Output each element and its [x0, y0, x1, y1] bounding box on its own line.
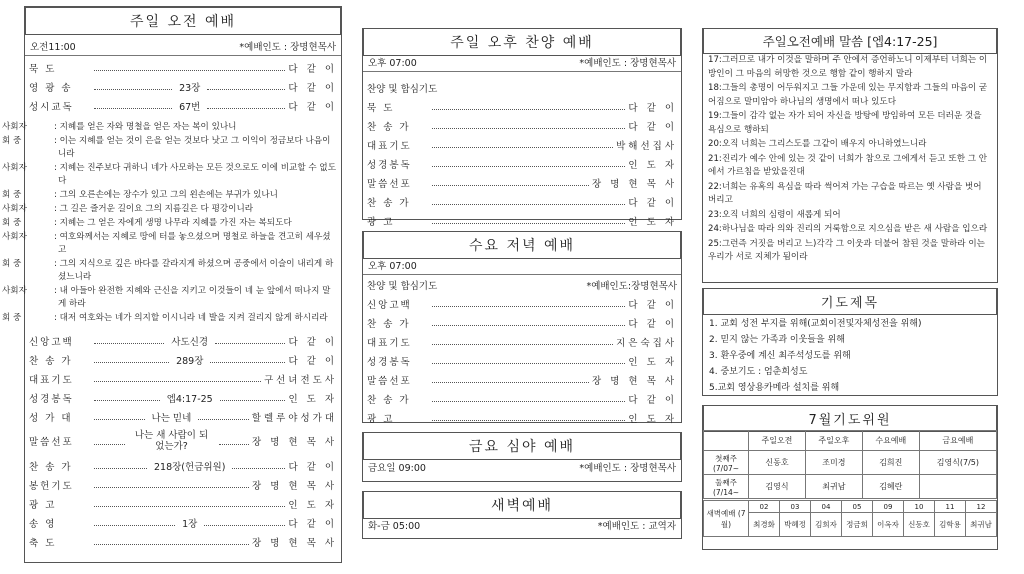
- order-item-person: 인 도 자: [628, 159, 677, 171]
- order-item-person: 다 같 이: [288, 355, 338, 367]
- order-item-person: 장 명 현 목 사: [592, 178, 677, 190]
- order-row: [25, 331, 341, 350]
- order-item-label: 광 고: [367, 216, 395, 228]
- order-item-person: 다 같 이: [628, 394, 677, 406]
- order-item-label: 찬 송 가: [367, 197, 411, 209]
- dawn-day: 11: [935, 501, 966, 513]
- leader-dots: [432, 166, 625, 167]
- order-item-label: 대표기도: [367, 140, 412, 152]
- prayer-topic-item: 2. 믿지 않는 가족과 이웃들을 위해: [709, 335, 845, 345]
- week1-name: 김희진: [862, 451, 919, 475]
- july-prayer-committee-panel: [702, 405, 998, 550]
- responsive-line: [2, 217, 336, 230]
- order-row: [363, 389, 681, 408]
- order-item-person: 다 같 이: [628, 102, 677, 114]
- responsive-text: : 그의 지식으로 깊은 바다를 갈라지게 하셨으며 공중에서 이슬이 내리게 하셨느니라: [54, 259, 334, 282]
- afternoon-leader: *예배인도 : 장명현목사: [579, 58, 676, 69]
- order-item-person: 다 같 이: [628, 318, 677, 330]
- responsive-line: [2, 203, 336, 216]
- dawn-day: 10: [904, 501, 935, 513]
- dawn-name: 박혜정: [780, 513, 811, 537]
- order-row: [25, 388, 341, 407]
- responsive-line: [2, 135, 336, 161]
- order-item-label: 영 광 송: [29, 82, 73, 94]
- friday-leader: *예배인도 : 장명현목사: [579, 463, 676, 474]
- sermon-panel: [702, 28, 998, 283]
- responsive-speaker: 회 중: [2, 136, 22, 146]
- dawn-name: 김희자: [811, 513, 842, 537]
- leader-dots: [432, 128, 625, 129]
- week2-name: 김혜란: [862, 475, 919, 499]
- order-item-label: 성경봉독: [367, 356, 412, 368]
- week2-name: [919, 475, 996, 499]
- wednesday-order: [363, 294, 681, 446]
- order-row: [363, 192, 681, 211]
- order-row: [363, 408, 681, 427]
- responsive-speaker: 회 중: [2, 259, 22, 269]
- order-row: [25, 456, 341, 475]
- leader-dots: [94, 506, 285, 507]
- responsive-speaker: 사회자: [2, 232, 27, 242]
- order-item-detail: 1장: [182, 518, 198, 530]
- order-row: [25, 532, 341, 551]
- order-item-label: 대표기도: [367, 337, 412, 349]
- order-row: [25, 407, 341, 426]
- afternoon-time: 오후 07:00: [368, 58, 417, 69]
- order-item-label: 말씀선포: [29, 437, 74, 448]
- responsive-line: [2, 162, 336, 188]
- order-item-label: 묵 도: [29, 63, 57, 75]
- order-item-person: 다 같 이: [628, 121, 677, 133]
- order-item-label: 성경봉독: [367, 159, 412, 171]
- order-item-label: 말씀선포: [367, 375, 412, 387]
- order-row: [363, 351, 681, 370]
- order-item-detail: 사도신경: [171, 336, 209, 348]
- week1-name: 신동호: [749, 451, 806, 475]
- order-row: [363, 135, 681, 154]
- order-item-label: 성시교독: [29, 101, 74, 113]
- sermon-title: 주일오전예배 말씀 [엡4:17-25]: [703, 28, 997, 54]
- leader-dots: [94, 343, 164, 344]
- leader-dots: [94, 400, 160, 401]
- responsive-text: : 그 길은 즐거운 길이요 그의 지름길은 다 평강이니라: [54, 204, 254, 214]
- responsive-speaker: 사회자: [2, 122, 27, 132]
- prayer-topics-title: 기도제목: [703, 288, 997, 315]
- sermon-verse: 19:그들이 감각 없는 자가 되어 자신을 방탕에 방임하여 모든 더러운 것을 욕심으로 행하되: [708, 111, 982, 135]
- afternoon-intro: 찬양 및 합심기도: [367, 83, 438, 95]
- responsive-reading: [2, 121, 341, 325]
- order-row: [25, 426, 341, 456]
- dawn-name: 김학용: [935, 513, 966, 537]
- order-item-person: 다 같 이: [288, 63, 337, 75]
- morning-leader: *예배인도 : 장명현목사: [239, 42, 336, 53]
- week1-name: 김영식(7/5): [919, 451, 996, 475]
- order-row: [25, 77, 341, 96]
- friday-service-header: [363, 458, 681, 476]
- responsive-line: [2, 285, 336, 311]
- responsive-speaker: 사회자: [2, 204, 27, 214]
- order-item-person: 인 도 자: [288, 499, 337, 511]
- leader-dots: [432, 344, 613, 345]
- order-row: [363, 370, 681, 389]
- prayer-topics-list: [703, 316, 997, 396]
- dawn-day: 04: [811, 501, 842, 513]
- week2-name: 최귀남: [805, 475, 862, 499]
- order-item-detail: 289장: [176, 355, 204, 367]
- order-item-label: 신앙고백: [367, 299, 412, 311]
- order-item-label: 말씀선포: [367, 178, 412, 190]
- header-wednesday: 수요예배: [862, 431, 919, 451]
- responsive-text: : 지혜를 얻은 자와 명철을 얻은 자는 복이 있나니: [54, 122, 237, 132]
- dawn-day: 03: [780, 501, 811, 513]
- order-item-person: 구선녀전도사: [263, 374, 337, 386]
- responsive-speaker: 회 중: [2, 218, 22, 228]
- leader-dots: [432, 401, 625, 402]
- wednesday-intro: 찬양 및 합심기도 *예배인도:장명현목사: [363, 275, 681, 294]
- dawn-name: 최경화: [749, 513, 780, 537]
- order-item-person: 장 명 현 목 사: [252, 537, 337, 549]
- order-item-person: 인 도 자: [628, 413, 677, 425]
- order-item-person: 인 도 자: [288, 393, 338, 405]
- leader-dots: [207, 108, 285, 109]
- order-row: [363, 313, 681, 332]
- responsive-line: [2, 258, 336, 284]
- order-row: [25, 494, 341, 513]
- dawn-day: 05: [842, 501, 873, 513]
- leader-dots: [220, 400, 286, 401]
- leader-dots: [232, 468, 285, 469]
- responsive-text: : 지혜는 진주보다 귀하니 네가 사모하는 모든 것으로도 이에 비교할 수 없도다: [54, 163, 336, 186]
- friday-time: 금요일 09:00: [368, 463, 426, 474]
- header-friday: 금요예배: [919, 431, 996, 451]
- leader-dots: [94, 468, 147, 469]
- dawn-time: 화-금 05:00: [368, 521, 421, 532]
- wednesday-service-title: 수요 저녁 예배: [363, 231, 681, 259]
- dawn-committee-label: 새벽예배 (7월): [704, 501, 749, 537]
- order-item-person: 장 명 현 목 사: [252, 480, 337, 492]
- order-item-person: 다 같 이: [288, 461, 338, 473]
- order-row: [363, 97, 681, 116]
- morning-pre-order: [25, 58, 341, 115]
- leader-dots: [94, 89, 172, 90]
- responsive-text: : 그의 오른손에는 장수가 있고 그의 왼손에는 부귀가 있나니: [54, 190, 278, 200]
- order-row: [363, 332, 681, 351]
- afternoon-order: [363, 97, 681, 249]
- order-item-label: 축 도: [29, 537, 57, 549]
- order-item-label: 성 가 대: [29, 412, 73, 424]
- morning-service-panel: [2, 6, 342, 563]
- leader-dots: [94, 525, 175, 526]
- order-item-detail: 67번: [179, 101, 201, 113]
- wednesday-leader: *예배인도:장명현목사: [586, 280, 677, 292]
- order-item-detail: 나는 새 사람이 되었는가?: [134, 430, 209, 452]
- sermon-verse: 24:하나님을 따라 의와 진리의 거룩함으로 지으심을 받은 새 사람을 입으라: [708, 224, 988, 234]
- week1-label: 첫째주 (7/07~: [704, 451, 749, 475]
- leader-dots: [432, 306, 625, 307]
- sermon-verse: 21:진리가 예수 안에 있는 것 같이 너희가 참으로 그에게서 듣고 또한 그 안에서 가르침을 받았을진대: [708, 153, 988, 177]
- order-item-person: 할렐루야성가대: [251, 412, 338, 424]
- dawn-name: 이옥자: [873, 513, 904, 537]
- sermon-verses: [703, 54, 997, 266]
- order-item-label: 신앙고백: [29, 336, 74, 348]
- order-item-person: 다 같 이: [288, 82, 337, 94]
- order-item-label: 묵 도: [367, 102, 395, 114]
- prayer-topic-item: 5.교회 영상용카메라 설치를 위해: [709, 383, 840, 393]
- order-item-person: 장 명 현 목 사: [252, 437, 337, 448]
- sermon-verse: 17:그러므로 내가 이것을 말하며 주 안에서 증언하노니 이제부터 너희는 이방인이 그 마음의 허망한 것으로 행함 같이 행하지 말라: [708, 55, 988, 79]
- leader-dots: [432, 223, 625, 224]
- order-row: [363, 154, 681, 173]
- order-item-person: 다 같 이: [288, 101, 337, 113]
- responsive-line: [2, 121, 336, 134]
- dawn-service-panel: [362, 491, 682, 539]
- responsive-text: : 여호와께서는 지혜로 땅에 터를 놓으셨으며 명철로 하늘을 견고히 세우셨고: [54, 232, 331, 255]
- leader-dots: [94, 487, 249, 488]
- order-item-label: 찬 송 가: [367, 121, 411, 133]
- leader-dots: [94, 419, 145, 420]
- afternoon-service-header: [363, 53, 681, 72]
- order-item-person: 다 같 이: [288, 336, 338, 348]
- dawn-service-header: [363, 516, 681, 534]
- july-committee-title: 7월기도위원: [703, 405, 997, 432]
- order-item-person: 다 같 이: [628, 299, 677, 311]
- leader-dots: [94, 544, 249, 545]
- friday-service-title: 금요 심야 예배: [363, 432, 681, 460]
- order-item-detail: 나는 믿네: [151, 412, 192, 424]
- order-row: [363, 294, 681, 313]
- wednesday-service-panel: [362, 231, 682, 423]
- order-item-label: 성경봉독: [29, 393, 74, 405]
- prayer-topic-item: 1. 교회 성전 부지를 위해(교회이전및자체성전을 위해): [709, 319, 922, 329]
- responsive-speaker: 사회자: [2, 286, 27, 296]
- week2-label: 둘째주 (7/14~: [704, 475, 749, 499]
- order-item-label: 찬 송 가: [29, 461, 73, 473]
- dawn-name: 신동호: [904, 513, 935, 537]
- friday-service-panel: [362, 432, 682, 482]
- order-row: [25, 350, 341, 369]
- order-item-label: 광 고: [367, 413, 395, 425]
- wednesday-service-header: [363, 256, 681, 275]
- leader-dots: [432, 204, 625, 205]
- responsive-text: : 내 아들아 완전한 지혜와 근신을 지키고 이것들이 네 눈 앞에서 떠나지 말게 하라: [54, 286, 331, 309]
- order-row: [363, 173, 681, 192]
- leader-dots: [432, 109, 625, 110]
- order-row: [25, 96, 341, 115]
- week2-name: 김영식: [749, 475, 806, 499]
- sermon-verse: 20:오직 너희는 그리스도를 그같이 배우지 아니하였느니라: [708, 139, 927, 149]
- july-committee-table: [703, 430, 997, 499]
- order-item-person: 지은숙집사: [616, 337, 677, 349]
- leader-dots: [432, 185, 589, 186]
- dawn-day: 09: [873, 501, 904, 513]
- responsive-line: [2, 189, 336, 202]
- leader-dots: [204, 525, 285, 526]
- morning-post-order: [25, 331, 341, 551]
- responsive-speaker: 회 중: [2, 190, 22, 200]
- wednesday-time: 오후 07:00: [368, 261, 417, 272]
- header-sunday-pm: 주일오후: [805, 431, 862, 451]
- leader-dots: [432, 420, 625, 421]
- header-sunday-am: 주일오전: [749, 431, 806, 451]
- dawn-name: 최귀남: [966, 513, 997, 537]
- dawn-committee-table: [703, 500, 997, 537]
- leader-dots: [94, 108, 172, 109]
- leader-dots: [432, 147, 613, 148]
- sermon-verse: 25:그런즉 거짓을 버리고 느)각각 그 이웃과 더불어 참된 것을 말하라 이는 우리가 서로 지체가 됨이라: [708, 238, 985, 262]
- leader-dots: [210, 362, 285, 363]
- order-item-label: 대표기도: [29, 374, 74, 386]
- leader-dots: [198, 419, 249, 420]
- leader-dots: [432, 325, 625, 326]
- sermon-verse: 23:오직 너희의 심령이 새롭게 되어: [708, 209, 841, 220]
- order-item-person: 장 명 현 목 사: [592, 375, 677, 387]
- order-item-label: 찬 송 가: [367, 394, 411, 406]
- morning-service-title: 주일 오전 예배: [25, 7, 341, 35]
- afternoon-service-panel: [362, 28, 682, 228]
- leader-dots: [432, 382, 589, 383]
- leader-dots: [207, 89, 285, 90]
- responsive-text: : 대저 여호와는 네가 의지할 이시니라 네 발을 지켜 걸리지 않게 하시리라: [54, 313, 328, 323]
- order-row: [25, 475, 341, 494]
- leader-dots: [432, 363, 625, 364]
- morning-service-header: [25, 37, 341, 56]
- prayer-topic-item: 3. 환우중에 계신 최주석성도를 위해: [709, 351, 851, 361]
- order-item-detail: 218장(헌금위원): [154, 461, 226, 473]
- dawn-day: 02: [749, 501, 780, 513]
- order-item-person: 다 같 이: [628, 197, 677, 209]
- order-item-label: 봉헌기도: [29, 480, 74, 492]
- responsive-line: [2, 231, 336, 257]
- morning-time: 오전11:00: [30, 42, 76, 53]
- leader-dots: [215, 343, 285, 344]
- leader-dots: [219, 444, 250, 445]
- responsive-line: [2, 312, 336, 325]
- order-item-label: 찬 송 가: [367, 318, 411, 330]
- order-item-person: 인 도 자: [628, 216, 677, 228]
- order-row: [363, 116, 681, 135]
- dawn-day: 12: [966, 501, 997, 513]
- leader-dots: [94, 362, 169, 363]
- order-row: [25, 369, 341, 388]
- sermon-verse: 22:너희는 유혹의 욕심을 따라 썩어져 가는 구습을 따르는 옛 사람을 벗어 버리고: [708, 181, 982, 205]
- order-item-person: 박해선집사: [616, 140, 677, 152]
- order-item-label: 광 고: [29, 499, 57, 511]
- responsive-speaker: 회 중: [2, 313, 22, 323]
- order-item-person: 인 도 자: [628, 356, 677, 368]
- prayer-topic-item: 4. 중보기도 : 엄춘희성도: [709, 367, 808, 377]
- week1-name: 조미경: [805, 451, 862, 475]
- responsive-speaker: 사회자: [2, 163, 27, 173]
- responsive-text: : 이는 지혜를 얻는 것이 은을 얻는 것보다 낫고 그 이익이 정금보다 나음이니라: [54, 136, 331, 159]
- order-item-detail: 엡4:17-25: [166, 393, 213, 405]
- order-item-label: 송 영: [29, 518, 57, 530]
- dawn-service-title: 새벽예배: [363, 491, 681, 519]
- dawn-leader: *예배인도 : 교역자: [597, 521, 676, 532]
- leader-dots: [94, 381, 261, 382]
- order-row: [363, 211, 681, 230]
- afternoon-service-title: 주일 오후 찬양 예배: [363, 28, 681, 56]
- sermon-verse: 18:그들의 총명이 어두워지고 그들 가운데 있는 무지함과 그들의 마음이 굳어짐으로 말미암아 하나님의 생명에서 떠나 있도다: [708, 83, 988, 107]
- leader-dots: [94, 70, 285, 71]
- order-row: [25, 513, 341, 532]
- order-item-detail: 23장: [179, 82, 201, 94]
- responsive-text: : 지혜는 그 얻은 자에게 생명 나무라 지혜를 가진 자는 복되도다: [54, 218, 292, 228]
- prayer-topics-panel: [702, 288, 998, 396]
- dawn-name: 정금희: [842, 513, 873, 537]
- order-row: [25, 58, 341, 77]
- order-item-label: 찬 송 가: [29, 355, 73, 367]
- leader-dots: [94, 444, 125, 445]
- order-item-person: 다 같 이: [288, 518, 337, 530]
